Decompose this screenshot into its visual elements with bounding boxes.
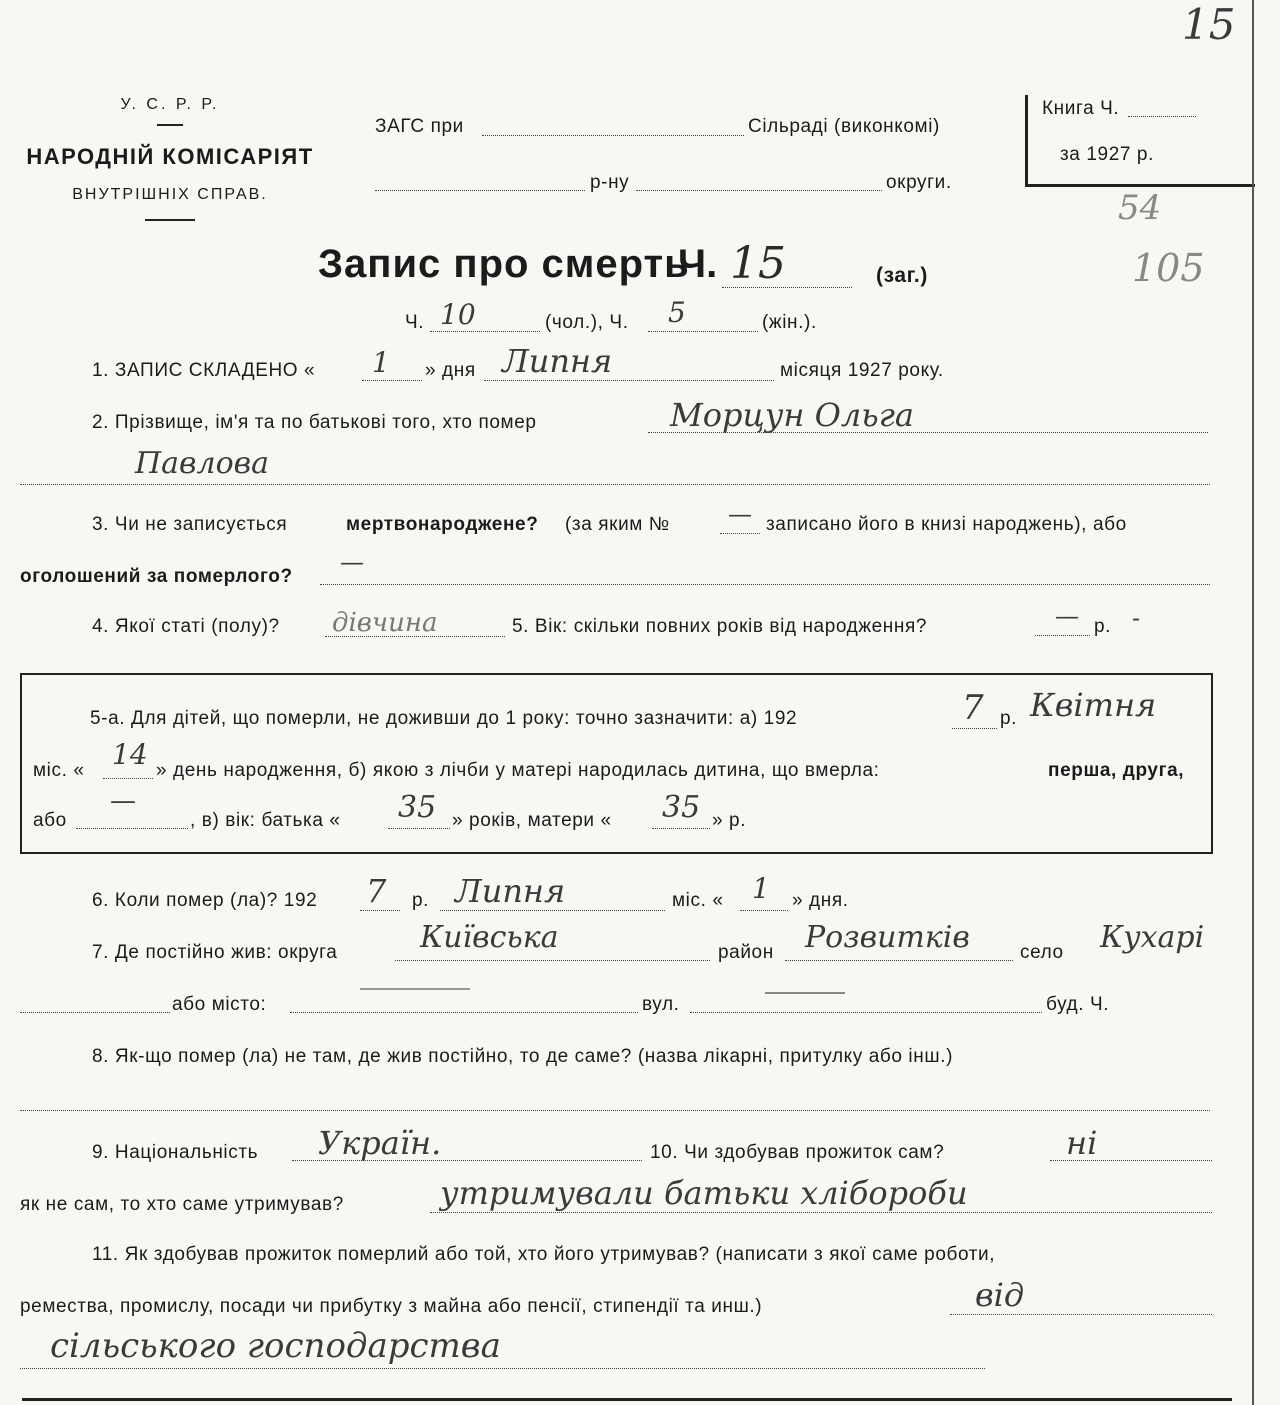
item11-fill-1 <box>950 1314 1212 1315</box>
item7-vul-dash <box>765 992 845 994</box>
okruha-label: округи. <box>886 172 952 193</box>
item5a-line2-a: міс. « <box>33 760 85 781</box>
female-count: 5 <box>668 296 686 329</box>
item3-number-fill <box>720 533 760 534</box>
item6-year-fill <box>360 910 400 911</box>
header-divider-2 <box>145 219 195 221</box>
female-fill <box>648 331 758 332</box>
page-bottom-edge <box>22 1398 1232 1401</box>
item11-fill-2 <box>20 1368 985 1369</box>
item11-value-a: від <box>975 1276 1025 1314</box>
item2-fill-1 <box>648 432 1208 433</box>
book-year: за 1927 р. <box>1060 144 1154 165</box>
item3-label-d: записано його в книзі народжень), або <box>766 514 1127 535</box>
item10-line2-label: як не сам, то хто саме утримував? <box>20 1194 344 1215</box>
item7-okruha: Київська <box>420 920 559 955</box>
item6-month-fill <box>440 910 665 911</box>
item10-line2-value: утримували батьки хлібороби <box>440 1174 968 1212</box>
item7-selo-label: село <box>1020 942 1064 963</box>
item1-tail: місяця 1927 року. <box>780 360 944 381</box>
female-label: (жін.). <box>762 312 817 333</box>
okruha-fill <box>636 190 882 191</box>
item5a-month: Квітня <box>1030 686 1157 724</box>
item6-month-label: міс. « <box>672 890 724 911</box>
item7-misto-label: або місто: <box>172 994 267 1015</box>
item10-label: 10. Чи здобував прожиток сам? <box>650 1142 945 1163</box>
item3-label-c: (за яким № <box>565 514 670 535</box>
item1-label: 1. ЗАПИС СКЛАДЕНО « <box>92 360 316 381</box>
male-label: (чол.), Ч. <box>545 312 629 333</box>
item5a-day-fill <box>103 778 153 779</box>
item11-value-b: сільського господарства <box>50 1326 501 1366</box>
item7-vul-label: вул. <box>642 994 680 1015</box>
item5a-order: — <box>110 786 136 816</box>
item7-rayon-label: район <box>718 942 774 963</box>
item2-value-line1: Морцун Ольга <box>670 396 914 434</box>
item7-label: 7. Де постійно жив: округа <box>92 942 338 963</box>
item5a-line3-b: , в) вік: батька « <box>190 810 341 831</box>
item5a-year-unit: р. <box>1000 708 1018 729</box>
header-republic: У. С. Р. Р. <box>120 96 220 113</box>
item11-line2: ремества, промислу, посади чи прибутку з майна або пенсії, стипендії та инш.) <box>20 1296 763 1317</box>
item6-month: Липня <box>455 872 566 910</box>
item10-line2-fill <box>430 1212 1212 1213</box>
item6-year-unit: р. <box>412 890 430 911</box>
book-box-bottom-border <box>1025 184 1255 187</box>
item4-fill <box>325 636 505 637</box>
item7-misto-fill <box>290 1012 638 1013</box>
item5a-line3-c: » років, матери « <box>452 810 612 831</box>
item5a-year-digit: 7 <box>962 688 984 728</box>
page-right-edge <box>1252 0 1254 1405</box>
header-commissariat: НАРОДНІЙ КОМІСАРІЯТ <box>26 144 314 169</box>
item5a-line3-a: або <box>33 810 67 831</box>
item5a-line2-b: » день народження, б) якою з лічби у матері народилась дитина, що вмерла: <box>156 760 880 781</box>
item9-fill <box>292 1160 642 1161</box>
item6-day-fill <box>740 910 788 911</box>
item3-stillborn: мертвонароджене? <box>346 514 539 535</box>
item6-label: 6. Коли помер (ла)? 192 <box>92 890 318 911</box>
item4-value: дівчина <box>332 608 438 638</box>
item5-age-value: — <box>1055 602 1079 630</box>
rayon-label: р-ну <box>590 172 630 193</box>
item8-label: 8. Як-що помер (ла) не там, де жив постійно, то де саме? (назва лікарні, притулку або інш.) <box>92 1046 953 1067</box>
item5a-line1: 5-а. Для дітей, що померли, не доживши до 1 року: точно зазначити: а) 192 <box>90 708 798 729</box>
item6-year-digit: 7 <box>366 872 387 910</box>
item10-value: ні <box>1066 1124 1098 1162</box>
item5-age-label: 5. Вік: скільки повних років від народження? <box>512 616 928 637</box>
item9-label: 9. Національність <box>92 1142 259 1163</box>
item5a-father-age: 35 <box>398 790 437 825</box>
item3-label-a: 3. Чи не записується <box>92 514 288 535</box>
item8-fill <box>20 1110 1210 1111</box>
item7-bud-label: буд. Ч. <box>1046 994 1110 1015</box>
item5a-father-fill <box>388 828 450 829</box>
item3-declared-dead: оголошений за померлого? <box>20 566 293 587</box>
title-number-prefix: Ч. <box>678 242 718 286</box>
page-number-mark: 15 <box>1182 0 1236 49</box>
item11-line1: 11. Як здобував прожиток померлий або той, хто його утримував? (написати з якої саме роботи, <box>92 1244 996 1265</box>
male-prefix: Ч. <box>405 312 425 333</box>
item7-selo: Кухарі <box>1100 920 1205 955</box>
zags-fill <box>482 135 744 136</box>
item9-value: Україн. <box>318 1124 442 1162</box>
item1-day-label: » дня <box>425 360 476 381</box>
item1-month-fill <box>484 380 774 381</box>
item5a-mother-age: 35 <box>662 790 701 825</box>
margin-mark-1: 54 <box>1118 188 1162 228</box>
item5-age-unit: р. <box>1094 616 1112 637</box>
male-fill <box>430 331 540 332</box>
item3-number-value: — <box>728 500 752 528</box>
item3-fill-2 <box>320 584 1210 585</box>
rayon-fill <box>375 190 585 191</box>
header-department: ВНУТРІШНІХ СПРАВ. <box>72 186 268 203</box>
title-number-fill <box>722 287 852 288</box>
margin-mark-2: 105 <box>1132 246 1205 290</box>
male-count: 10 <box>440 298 476 331</box>
item7-rayon-fill <box>785 960 1013 961</box>
item6-day-label: » дня. <box>792 890 849 911</box>
book-fill <box>1128 116 1196 117</box>
item2-label: 2. Прізвище, ім'я та по батькові того, хто помер <box>92 412 537 433</box>
item7-line2-fill-a <box>20 1012 170 1013</box>
title-zag: (заг.) <box>876 264 928 287</box>
item10-fill <box>1050 1160 1212 1161</box>
item5a-day: 14 <box>112 738 148 771</box>
header-divider-1 <box>157 124 183 126</box>
item4-label: 4. Якої статі (полу)? <box>92 616 280 637</box>
item7-rayon: Розвитків <box>805 920 970 955</box>
item1-day: 1 <box>372 346 390 379</box>
title-number-value: 15 <box>730 238 786 289</box>
item5a-line3-d: » р. <box>712 810 747 831</box>
item5a-order-fill <box>76 828 188 829</box>
item5a-mother-fill <box>652 828 710 829</box>
item5-age-fill <box>1035 635 1090 636</box>
book-box-left-border <box>1025 95 1028 187</box>
item7-okruha-fill <box>395 960 710 961</box>
item2-fill-2 <box>20 484 1210 485</box>
zags-prefix: ЗАГС при <box>375 116 464 137</box>
book-label: Книга Ч. <box>1042 98 1120 119</box>
item5a-year-fill <box>952 728 997 729</box>
zags-suffix: Сільраді (виконкомі) <box>748 116 940 137</box>
item2-value-line2: Павлова <box>135 446 270 481</box>
item5a-first-second: перша, друга, <box>1048 760 1185 781</box>
item6-day: 1 <box>752 872 770 905</box>
page-title: Запис про смерть <box>318 242 690 286</box>
item1-month: Липня <box>502 342 613 380</box>
item1-day-fill <box>362 380 422 381</box>
item3-declared-value: — <box>340 548 364 576</box>
item5-age-extra: - <box>1132 604 1141 632</box>
item7-vul-fill <box>690 1012 1042 1013</box>
item7-misto-dash <box>360 988 470 990</box>
